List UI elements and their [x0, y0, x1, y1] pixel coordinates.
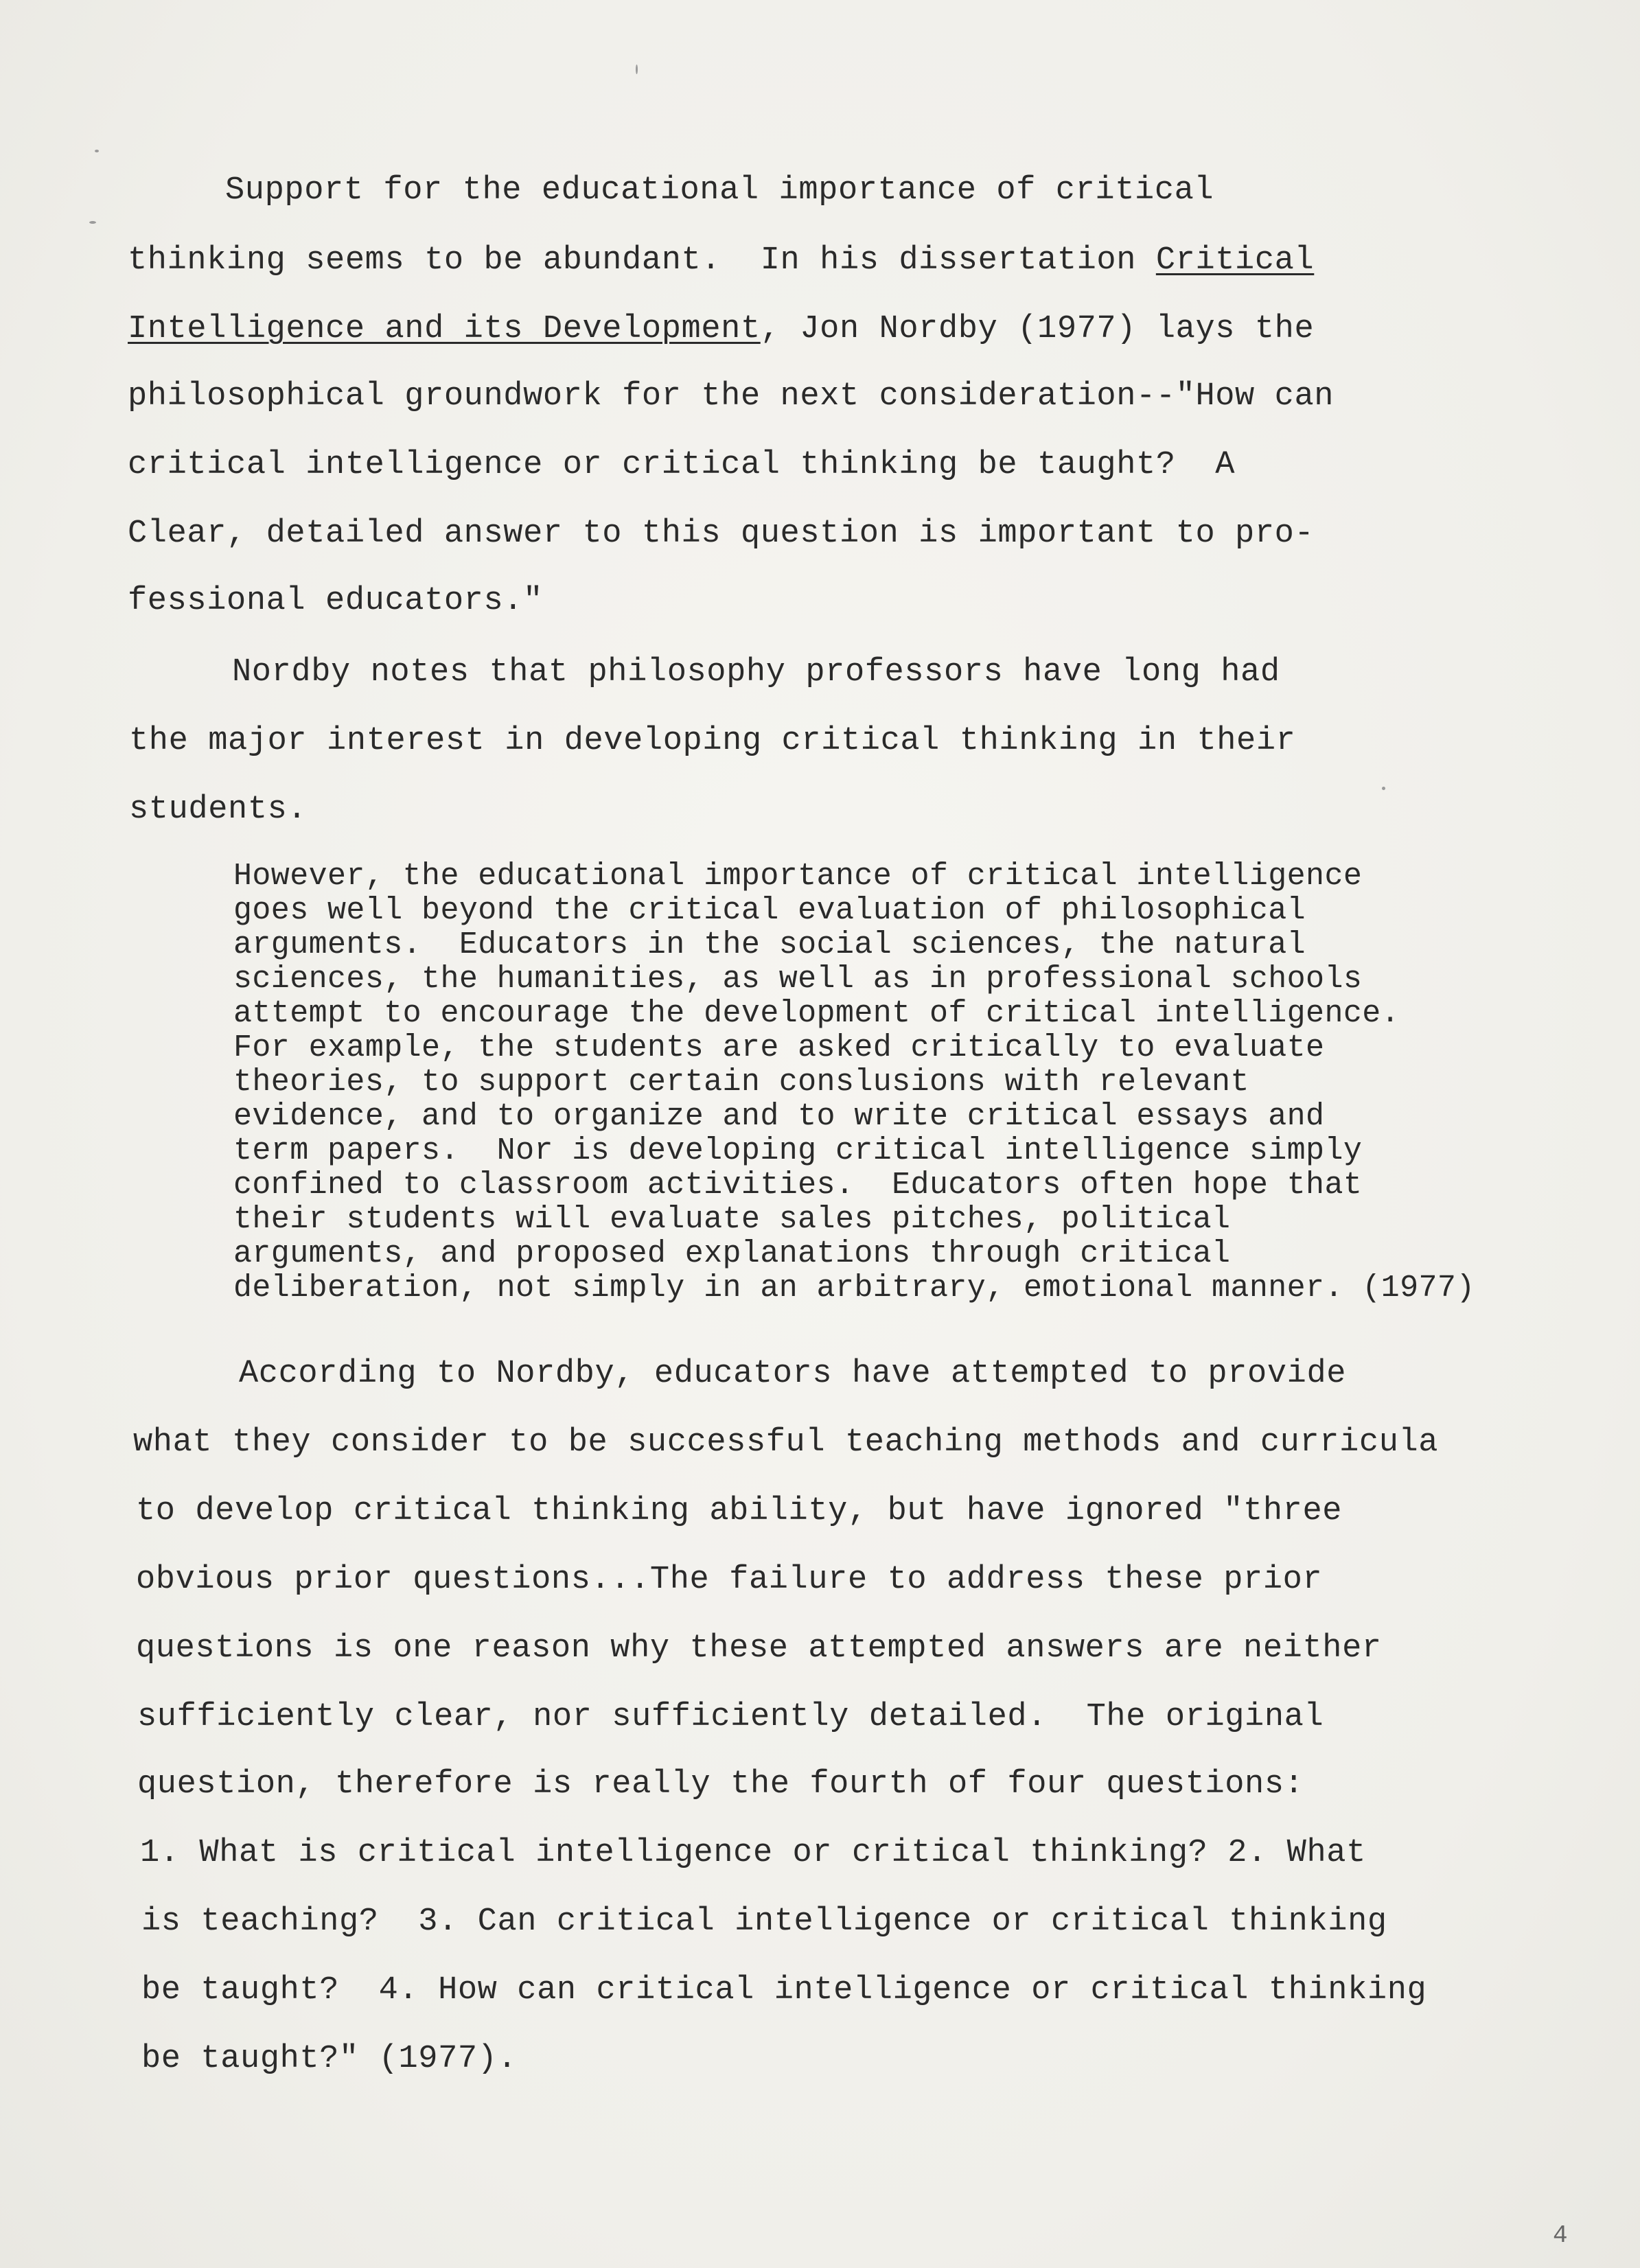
para3-line: what they consider to be successful teaching methods and curricula	[133, 1424, 1439, 1461]
quote-line: However, the educational importance of critical intelligence	[233, 859, 1363, 894]
para1-line7: fessional educators."	[128, 583, 543, 619]
quote-line: goes well beyond the critical evaluation of philosophical	[233, 893, 1306, 928]
para1-line1: Support for the educational importance of critical	[225, 172, 1214, 209]
para1-line3	[128, 309, 1314, 350]
para3-line: be taught?" (1977).	[141, 2041, 518, 2077]
quote-line: confined to classroom activities. Educators often hope that	[233, 1168, 1363, 1203]
paper-speck	[95, 150, 99, 152]
quote-line: term papers. Nor is developing critical intelligence simply	[233, 1133, 1363, 1168]
para2-line1: Nordby notes that philosophy professors have long had	[232, 654, 1280, 691]
dissertation-title-part1: Critical	[1155, 242, 1315, 279]
para1-line5: critical intelligence or critical thinking be taught? A	[128, 447, 1236, 483]
para1-line2-text: thinking seems to be abundant. In his dissertation	[128, 242, 1156, 279]
para3-line: to develop critical thinking ability, but have ignored "three	[136, 1493, 1343, 1529]
para3-line: sufficiently clear, nor sufficiently detailed. The original	[137, 1699, 1324, 1735]
para3-line: 1. What is critical intelligence or critical thinking? 2. What	[140, 1835, 1366, 1871]
para3-line: question, therefore is really the fourth of four questions:	[137, 1766, 1304, 1803]
para1-line4: philosophical groundwork for the next consideration--"How can	[128, 378, 1335, 415]
paper-speck	[1382, 787, 1385, 790]
quote-line: arguments. Educators in the social sciences, the natural	[233, 927, 1306, 962]
paper-speck	[89, 221, 96, 224]
quote-line: their students will evaluate sales pitches, political	[233, 1202, 1231, 1237]
dissertation-title-part2: Intelligence and its Development	[128, 311, 761, 347]
page-number: 4	[1553, 2221, 1568, 2249]
paper-speck	[636, 65, 638, 74]
quote-line: deliberation, not simply in an arbitrary, emotional manner. (1977)	[233, 1271, 1475, 1306]
quote-line: For example, the students are asked critically to evaluate	[233, 1030, 1325, 1065]
para3-line: obvious prior questions...The failure to address these prior	[136, 1562, 1323, 1598]
quote-line: arguments, and proposed explanations through critical	[233, 1236, 1231, 1271]
para3-line: is teaching? 3. Can critical intelligence or critical thinking	[141, 1903, 1387, 1940]
quote-line: sciences, the humanities, as well as in professional schools	[233, 962, 1363, 997]
quote-line: attempt to encourage the development of critical intelligence.	[233, 996, 1400, 1031]
para3-line: According to Nordby, educators have attempted to provide	[239, 1356, 1347, 1392]
para2-line3: students.	[129, 791, 308, 828]
para3-line: be taught? 4. How can critical intelligence or critical thinking	[141, 1972, 1427, 2009]
para2-line2: the major interest in developing critical thinking in their	[129, 723, 1296, 759]
para1-line6: Clear, detailed answer to this question is important to pro-	[128, 516, 1315, 552]
quote-line: evidence, and to organize and to write critical essays and	[233, 1099, 1325, 1134]
para1-line3-text: , Jon Nordby (1977) lays the	[760, 311, 1315, 347]
quote-line: theories, to support certain conslusions with relevant	[233, 1065, 1249, 1100]
para3-line: questions is one reason why these attempted answers are neither	[136, 1630, 1382, 1667]
para1-line2	[128, 240, 1314, 281]
